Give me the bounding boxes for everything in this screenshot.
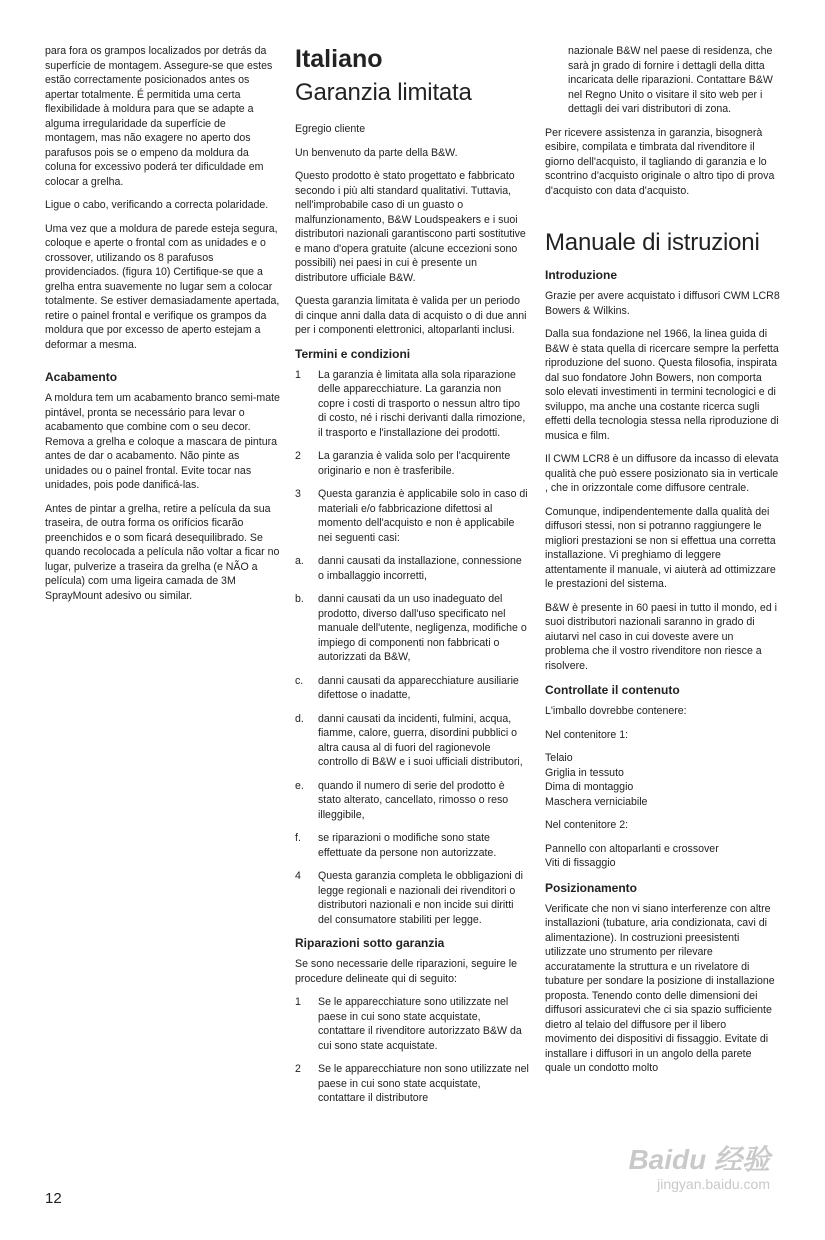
list-marker: d. — [295, 712, 304, 725]
paragraph: Per ricevere assistenza in garanzia, bisognerà esibire, compilata e timbrata dal rivenditore il giorno dell'acquisto, il tagliando di garanzia e lo scontrino d'acquisto originale o altro tipo di prova d'acquisto con data d'acquisto. — [545, 126, 775, 197]
paragraph: Antes de pintar a grelha, retire a película da sua traseira, de outra forma os orifícios ficarão preenchidos e o som ficará desequilibrado. Se quando recolocada a película não voltar a ficar no lugar, pulverize a traseira da grelha (e NÃO a película) com uma ligeira camada de 3M SprayMount adesivo ou similar. — [45, 502, 280, 602]
list-marker: a. — [295, 555, 304, 567]
paragraph: Se sono necessarie delle riparazioni, seguire le procedure delineate qui di seguito: — [295, 958, 518, 985]
baidu-watermark — [628, 1145, 770, 1193]
repairs-list — [295, 995, 530, 1106]
list-text: Se le apparecchiature non sono utilizzate nel paese in cui sono state acquistate, contattare il distributore — [318, 1063, 529, 1104]
list-item — [295, 831, 530, 860]
paragraph: Questo prodotto è stato progettato e fabbricato secondo i più alti standard qualitativi. Tuttavia, nell'improbabile caso di un guasto o malfunzionamento, B&W Loudspeakers e i suoi distributori nazionali garantiscono parti sostitutive e mano d'opera gratuite (alcune eccezioni sono possibili) nei paesi in cui è presente un distributore ufficiale B&W. — [295, 170, 526, 284]
paragraph: Verificate che non vi siano interferenze con altre installazioni (tubature, aria condizionata, cavi di alimentazione). In costruzioni preesistenti utilizzate uno strumento per rilevare accuratamente la struttura e un rivelatore di tubature per sondare la posizione di installazione proposta. Tenendo conto delle dimensioni dei diffusori assicuratevi che ci sia spazio sufficiente dietro al telaio del diffusore per il libero movimento dei dispositivi di fissaggio. Evitate di installare i diffusori in un angolo della parete quale un condotto molto — [545, 902, 775, 1074]
list-marker: 2 — [295, 450, 301, 462]
list-item: Pannello con altoparlanti e crossover — [545, 842, 719, 855]
column-italian-manual — [545, 44, 780, 1085]
list-text: Questa garanzia completa le obbligazioni di legge regionali e nazionali dei rivenditori o distributori nazionali e non incide sui diritti del consumatore stabiliti per legge. — [318, 870, 523, 926]
list-text: danni causati da incidenti, fulmini, acqua, fiamme, calore, guerra, disordini pubblici o altra causa al di fuori del ragionevole controllo di B&W e i suoi ufficiali distributori, — [318, 712, 523, 768]
list-item — [295, 1062, 530, 1106]
list-item — [295, 554, 530, 583]
paragraph: Egregio cliente — [295, 123, 366, 135]
list-marker: 2 — [295, 1063, 301, 1075]
paragraph: Comunque, indipendentemente dalla qualità dei diffusori stessi, non si potranno raggiungere le migliori prestazioni se non si effettua una corretta installazione. Vi preghiamo di leggere attentamente il manuale, vi aiuterà ad ottimizzare le prestazioni del sistema. — [545, 505, 776, 590]
list-text: Questa garanzia è applicabile solo in caso di materiali e/o fabbricazione difettosi al momento dell'acquisto e non è applicabile nei seguenti casi: — [318, 488, 528, 544]
section-title-garanzia: Garanzia limitata — [295, 79, 472, 106]
list-marker: 4 — [295, 870, 301, 882]
paragraph: Nel contenitore 1: — [545, 728, 629, 741]
list-item: Viti di fissaggio — [545, 857, 616, 869]
column-italian-warranty — [295, 44, 530, 1115]
list-item — [295, 487, 530, 545]
list-text: danni causati da un uso inadeguato del prodotto, diverso dall'uso specificato nel manuale dell'utente, negligenza, modifiche o impiego di componenti non fabbricati o autorizzati da B&W, — [318, 593, 527, 663]
heading-posizionamento: Posizionamento — [545, 880, 638, 895]
list-text: La garanzia è valida solo per l'acquirente originario e non è trasferibile. — [318, 450, 511, 477]
list-text: danni causati da apparecchiature ausiliarie difettose o inadatte, — [318, 674, 519, 701]
paragraph: Uma vez que a moldura de parede esteja segura, coloque e aperte o frontal com as unidades e o crossover, utilizando os 8 parafusos providenciados. (figura 10) Certifique-se que a grelha entra suavemente no lugar sem a colocar totalmente. Se estiver demasiadamente apertada, retire o painel frontal e verifique os grampos da moldura que por excesso de aperto estejam a deformar a mesma. — [45, 222, 280, 351]
paragraph: Un benvenuto da parte della B&W. — [295, 146, 458, 159]
paragraph: L'imballo dovrebbe contenere: — [545, 705, 687, 717]
list-item — [295, 869, 530, 927]
language-title: Italiano — [295, 45, 383, 73]
paragraph: Questa garanzia limitata è valida per un periodo di cinque anni dalla data di acquisto o di due anni per i componenti elettronici, altoparlanti inclusi. — [295, 295, 527, 336]
paragraph: Ligue o cabo, verificando a correcta polaridade. — [45, 199, 269, 211]
list-marker: 1 — [295, 996, 301, 1008]
box1-list — [545, 751, 780, 809]
list-text: danni causati da installazione, connessione o imballaggio incorretti, — [318, 555, 522, 582]
terms-list — [295, 368, 530, 928]
list-text: La garanzia è limitata alla sola riparazione delle apparecchiature. La garanzia non copre i costi di trasporto o nessun altro tipo di costo, né i rischi derivanti dalla rimozione, il trasporto e l'installazione dei prodotti. — [318, 368, 526, 439]
page-number: 12 — [45, 1190, 62, 1207]
column-portuguese — [45, 44, 280, 612]
list-item: Griglia in tessuto — [545, 766, 624, 779]
paragraph: Grazie per avere acquistato i diffusori CWM LCR8 Bowers & Wilkins. — [545, 290, 780, 317]
list-item — [295, 674, 530, 703]
list-text: quando il numero di serie del prodotto è stato alterato, cancellato, rimosso o reso illeggibile, — [318, 779, 509, 821]
paragraph: Dalla sua fondazione nel 1966, la linea guida di B&W è stata quella di ricercare sempre la perfetta riproduzione del suono. Questa filosofia, inspirata dal suo fondatore John Bowers, non comporta solo elevati investimenti in termini tecnologici e di sviluppo, ma anche una costante ricerca sugli effetti della tecnologia stessa nella riproduzione di musica e film. — [545, 328, 779, 442]
heading-introduzione: Introduzione — [545, 268, 617, 282]
watermark-url: jingyan.baidu.com — [657, 1176, 770, 1192]
box2-list — [545, 842, 780, 871]
list-marker: 1 — [295, 368, 301, 381]
watermark-logo-text: Baidu 经验 — [628, 1144, 770, 1175]
paragraph: B&W è presente in 60 paesi in tutto il mondo, ed i suoi distributori nazionali saranno in grado di aiutarvi nel caso in cui doveste avere un problema che il vostro rivenditore non riesce a risolvere. — [545, 601, 778, 672]
list-item — [295, 712, 530, 770]
list-marker: e. — [295, 779, 304, 792]
paragraph: Nel contenitore 2: — [545, 819, 629, 831]
heading-riparazioni: Riparazioni sotto garanzia — [295, 936, 445, 950]
paragraph: Il CWM LCR8 è un diffusore da incasso di elevata qualità che può essere posizionato sia in verticale , che in orizzontale come diffusore centrale. — [545, 453, 779, 494]
section-title-manuale: Manuale di istruzioni — [545, 229, 760, 256]
list-item: Maschera verniciabile — [545, 795, 648, 808]
list-text-continued: nazionale B&W nel paese di residenza, che sarà jn grado di fornire i dettagli della ditta incaricata delle riparazioni. Contattare B&W nel Regno Unito o visitare il sito web per i dettagli dei vari distributori di zona. — [568, 45, 773, 115]
list-item: Telaio — [545, 752, 573, 764]
list-item — [295, 449, 530, 478]
paragraph: A moldura tem um acabamento branco semi-mate pintável, pronta se necessário para levar o acabamento que combine com o seu decor. Remova a grelha e coloque a mascara de pintura antes de dar o acabamento. Não pinte as unidades ou o painel frontal. Evite tocar nas unidades, pois pode danificá-las. — [45, 392, 280, 491]
list-marker: 3 — [295, 488, 301, 500]
list-item: Dima di montaggio — [545, 781, 634, 793]
list-item — [295, 368, 530, 441]
list-text: Se le apparecchiature sono utilizzate nel paese in cui sono state acquistate, contattare il rivenditore autorizzato B&W da cui sono state acquistate. — [318, 996, 522, 1052]
list-item — [295, 995, 530, 1053]
heading-acabamento: Acabamento — [45, 370, 118, 384]
list-text: se riparazioni o modifiche sono state effettuate da persone non autorizzate. — [318, 832, 497, 859]
list-item — [295, 592, 530, 665]
list-marker: f. — [295, 832, 301, 844]
heading-termini: Termini e condizioni — [295, 346, 411, 361]
heading-contenuto: Controllate il contenuto — [545, 683, 680, 697]
list-marker: c. — [295, 674, 304, 687]
list-marker: b. — [295, 593, 304, 605]
list-item — [295, 779, 530, 823]
paragraph: para fora os grampos localizados por detrás da superfície de montagem. Assegure-se que estes estão correctamente posicionados antes os apertar totalmente. É permitida uma certa flexibilidade à moldura para que se adapte a alguma irregularidade da superfície de montagem, mas não exagere no aperto dos parafusos pois se o empeno da moldura da coluna for excessivo poderá ter dificuldade em colocar a grelha. — [45, 45, 273, 188]
